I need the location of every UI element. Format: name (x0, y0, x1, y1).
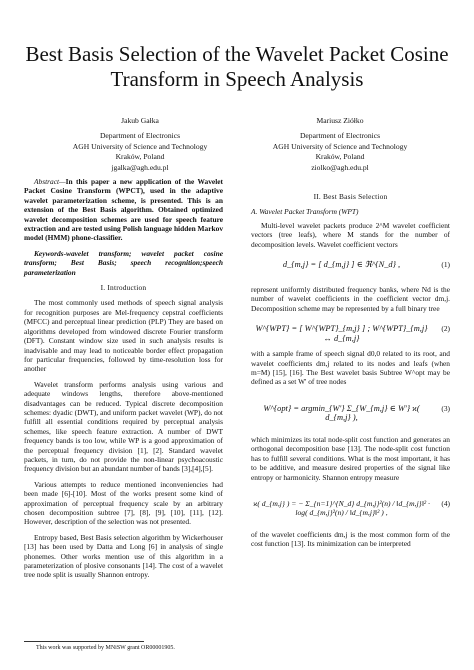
paper-title: Best Basis Selection of the Wavelet Packet Cosine Transform in Speech Analysis (25, 42, 449, 91)
author-block-1 (40, 116, 240, 173)
paragraph: The most commonly used methods of speech signal analysis for recognition purposes are Mel-frequency cepstral coefficients (MFCC) and perceptual linear prediction (PLP) They are based on algorithms developed from windowed discrete Fourier transform (DFT). Constant window size used in such analysis results is inadvisable and may lead to noticeable border effect propagation for particular frequencies, followed by time-resolution loss for another (24, 298, 223, 374)
subsection-heading-wpt: A. Wavelet Packet Transform (WPT) (251, 207, 359, 217)
equation-body: ϰ( d_{m,j} ) = − Σ_{n=1}^{N_d} d_{m,j}²(n) / ‖d_{m,j}‖² · log( d_{m,j}²(n) / ‖d_{m,j}‖² ) , (253, 498, 430, 518)
author-name: Mariusz Ziółko (316, 116, 364, 125)
paragraph: Multi-level wavelet packets produce 2^M wavelet coefficient vectors (tree leafs), where M stands for the number of decomposition levels. Wavelet coefficient vectors (251, 220, 450, 249)
author-univ: AGH University of Science and Technology (72, 141, 208, 151)
author-email: ziolko@agh.edu.pl (311, 162, 369, 172)
paragraph: represent uniformly distributed frequency banks, where Nd is the number of wavelet coefficients in the coefficient vector dm,j. Decomposition scheme may be represented by a full binary tree (251, 285, 450, 313)
left-column (24, 177, 223, 586)
equation-1 (251, 255, 450, 277)
equation-number: (3) (441, 403, 450, 413)
equation-body: W^{opt} = argmin_{W'} Σ_{W_{m,j} ∈ W'} ϰ( d_{m,j} ), (263, 403, 420, 423)
right-column (251, 186, 450, 555)
section-heading-best-basis: II. Best Basis Selection (313, 192, 388, 201)
keywords: Keywords-wavelet transform; wavelet packet cosine transform; Best Basis; speech recognition;speech parameterization (24, 248, 223, 277)
abstract-label: Abstract— (34, 177, 66, 186)
equation-3 (251, 393, 450, 427)
paragraph: Various attempts to reduce mentioned inconveniencies had been made [6]-[10]. Most of the works present some kind of approximation of perceptual frequency scale by an arbitrary chosen decomposition subtree [7], [8], [9], [10], [11], [12]. However, description of the selection was not presented. (24, 479, 223, 527)
equation-number: (4) (441, 498, 450, 508)
section-heading-introduction: I. Introduction (100, 283, 147, 293)
author-block-2 (240, 116, 440, 173)
equation-number: (1) (441, 260, 450, 270)
footnote-rule (24, 641, 144, 642)
equation-2 (251, 319, 450, 341)
paragraph: which minimizes its total node-split cost function and generates an orthogonal decomposition base [13]. The node-split cost function has to fulfill several conditions. What is the most important, it has to be additive, and measure desired properties of the signal like entropy or harmonicity. Shannon entropy measure (251, 434, 450, 482)
author-city: Kraków, Poland (115, 152, 165, 162)
author-city: Kraków, Poland (315, 152, 365, 162)
equation-number: (2) (441, 324, 450, 334)
author-email: jgalka@agh.edu.pl (111, 162, 169, 172)
equation-body: d_{m,j} = [ d_{m,j} ] ∈ ℜ^{N_d} , (282, 260, 401, 270)
author-name: Jakub Gałka (121, 116, 159, 125)
abstract (24, 177, 223, 243)
author-dept: Department of Electronics (99, 131, 181, 141)
footnote: This work was supported by MNiSW grant OR00001905. (36, 645, 175, 651)
paragraph: of the wavelet coefficients dm,j is the most common form of the cost function [13]. Its minimization can be interpreted (251, 529, 450, 549)
equation-body: W^{WPT} = [ W^{WPT}_{m,j} ] ; W^{WPT}_{m,j} ↔ d_{m,j} (255, 324, 428, 343)
abstract-text: In this paper a new application of the Wavelet Packet Cosine Transform (WPCT), used in the adaptive wavelet parameterization scheme, is presented. This is an extension of the Best Basis algorithm. Obtained optimized wavelet decomposition schemes are used for speech feature extraction and are tested using Polish language hidden Markov model (HMM) phone-classifier. (24, 177, 224, 243)
paragraph: Wavelet transform performs analysis using various and adequate windows lengths, therefore above-mentioned disadvantages can be reduced. Typical discrete decomposition schemes: dyadic (DWT), and uniform packet wavelet (WP), do not fulfill all essential conditions required by perceptual analysis schemes, like speech feature extraction. A number of DWT frequency bands is too low, while WP is a good approximation of the perceptual frequency division [1], [2]. Standard wavelet packets, in turn, do not provide the non-linear psychoacoustic frequency division but an abundant number of bands [3],[4],[5]. (24, 379, 223, 474)
author-univ: AGH University of Science and Technology (272, 141, 408, 151)
equation-4 (251, 488, 450, 522)
author-dept: Department of Electronics (299, 131, 381, 141)
paragraph: Entropy based, Best Basis selection algorithm by Wickerhouser [13] has been used by Datta and Long [6] in analysis of single phonemes. Other works mention use of this algorithm in a parameterization of plosive consonants [14]. The cost of a wavelet tree node split is usually Shannon entropy. (24, 532, 223, 580)
paragraph: with a sample frame of speech signal d0,0 related to its root, and wavelet coefficients dm,j related to its nodes and leafs (when m=M) [15], [16]. The Best wavelet basis Subtree W^opt may be defined as a set W' of tree nodes (251, 349, 450, 387)
